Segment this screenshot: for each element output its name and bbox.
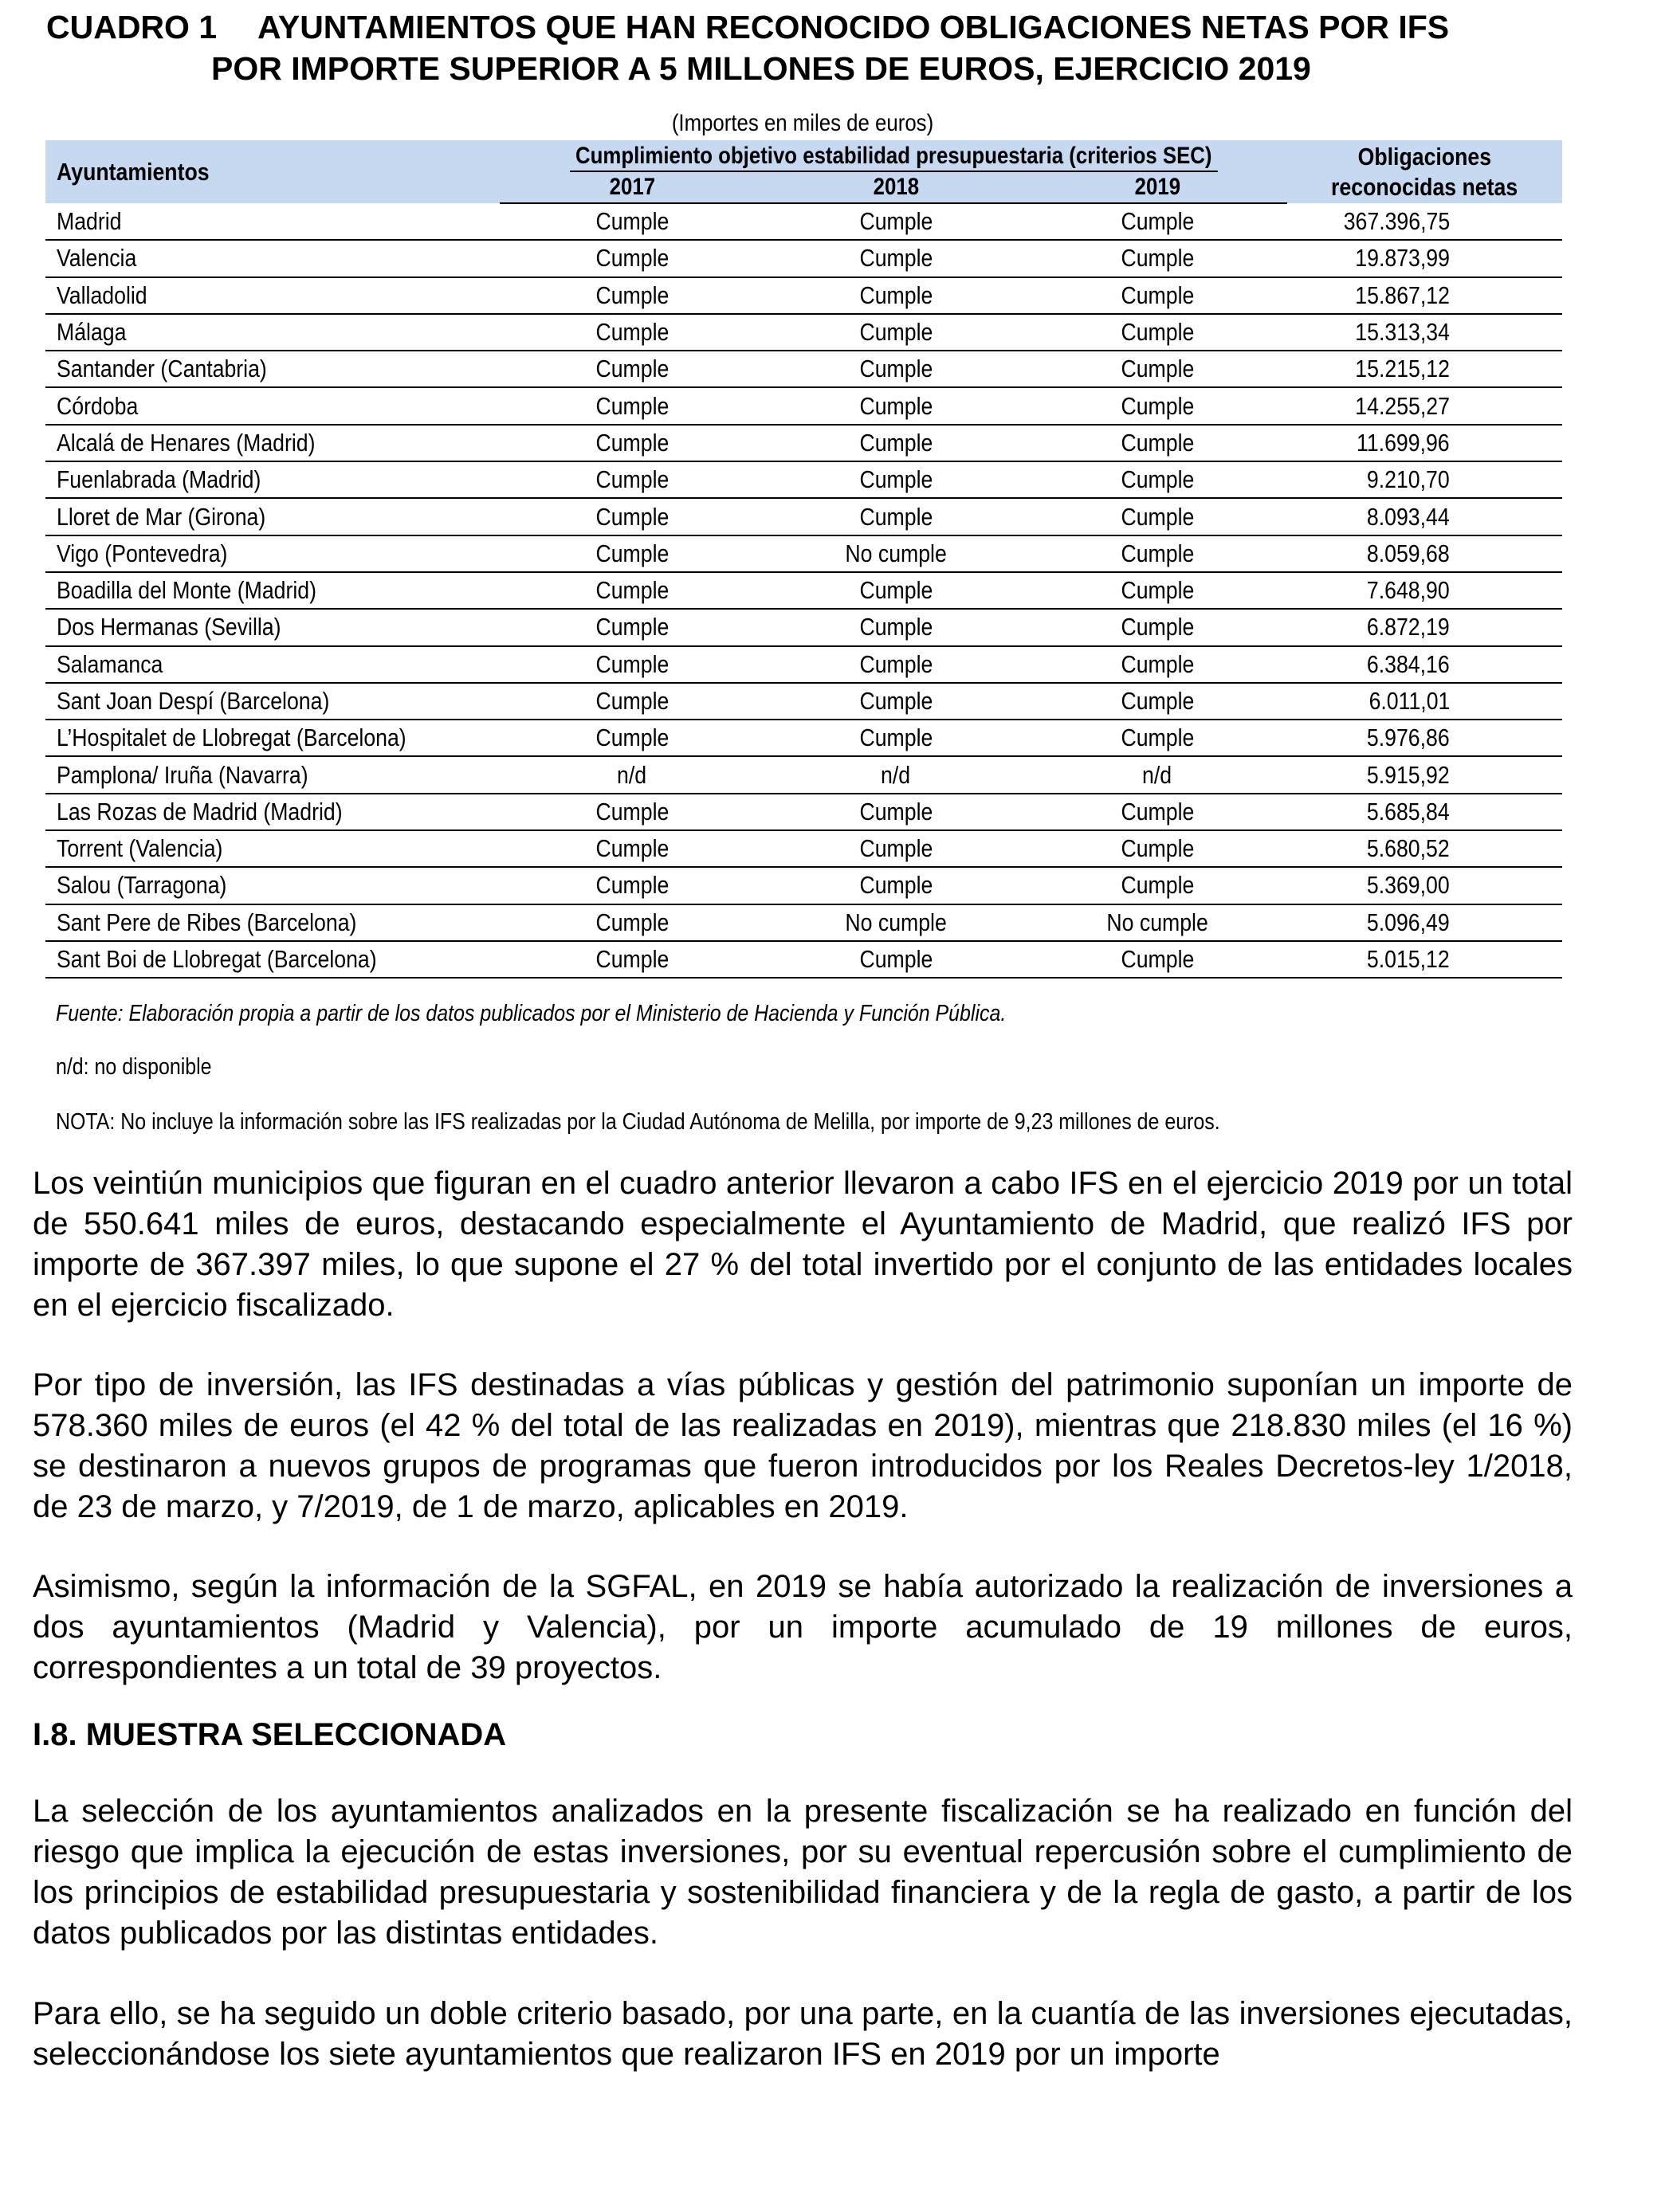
table-row [45, 941, 1562, 978]
cumplimiento-2017-cell: Cumple [500, 609, 764, 645]
table-row [45, 425, 1562, 461]
paragraph-2: Por tipo de inversión, las IFS destinadas a vías públicas y gestión del patrimonio suponían un importe de 578.360 miles de euros (el 42 % del total de las realizadas en 2019), mientras que 218.830 miles (el 16 %) se destinaron a nuevos grupos de programas que fueron introducidos por los Reales Decretos-ley 1/2018, de 23 de marzo, y 7/2019, de 1 de marzo, aplicables en 2019. [33, 1367, 1573, 1524]
cumplimiento-2018-cell: Cumple [764, 314, 1027, 351]
obligaciones-cell: 15.215,12 [1287, 351, 1562, 387]
ayuntamiento-cell: Fuenlabrada (Madrid) [45, 461, 500, 498]
obligaciones-cell: 14.255,27 [1287, 387, 1562, 424]
table-row [45, 867, 1562, 904]
cumplimiento-2018-cell: Cumple [764, 646, 1027, 683]
cumplimiento-2018-cell: Cumple [764, 830, 1027, 867]
obligaciones-cell: 6.384,16 [1287, 646, 1562, 683]
obligations-table [45, 140, 1562, 979]
cumplimiento-2018-cell: Cumple [764, 572, 1027, 609]
table-row [45, 240, 1562, 276]
table-row [45, 683, 1562, 720]
cumplimiento-2019-cell: Cumple [1027, 277, 1287, 314]
obligaciones-cell: 5.015,12 [1287, 941, 1562, 978]
table-row [45, 646, 1562, 683]
cumplimiento-2018-cell: No cumple [764, 904, 1027, 941]
cumplimiento-2019-cell: Cumple [1027, 720, 1287, 756]
cumplimiento-2019-cell: Cumple [1027, 646, 1287, 683]
cumplimiento-2019-cell: Cumple [1027, 794, 1287, 830]
cumplimiento-2019-cell: n/d [1027, 756, 1287, 793]
obligaciones-cell: 9.210,70 [1287, 461, 1562, 498]
cumplimiento-2017-cell: Cumple [500, 387, 764, 424]
table-row [45, 794, 1562, 830]
paragraph-1: Los veintiún municipios que figuran en el cuadro anterior llevaron a cabo IFS en el ejercicio 2019 por un total de 550.641 miles de euros, destacando especialmente el Ayuntamiento de Madrid, que realizó IFS por importe de 367.397 miles, lo que supone el 27 % del total invertido por el conjunto de las entidades locales en el ejercicio fiscalizado. [33, 1166, 1573, 1323]
cumplimiento-2017-cell: Cumple [500, 646, 764, 683]
table-row [45, 314, 1562, 351]
cumplimiento-2018-cell: Cumple [764, 277, 1027, 314]
table-row [45, 461, 1562, 498]
cumplimiento-2017-cell: Cumple [500, 867, 764, 904]
cumplimiento-2017-cell: Cumple [500, 683, 764, 720]
cumplimiento-2017-cell: n/d [500, 756, 764, 793]
cumplimiento-2018-cell: Cumple [764, 720, 1027, 756]
ayuntamiento-cell: Santander (Cantabria) [45, 351, 500, 387]
cumplimiento-2019-cell: Cumple [1027, 941, 1287, 978]
cumplimiento-2018-cell: Cumple [764, 203, 1027, 240]
cumplimiento-2018-cell: Cumple [764, 351, 1027, 387]
cumplimiento-2019-cell: Cumple [1027, 240, 1287, 276]
header-year-2018: 2018 [764, 172, 1027, 203]
cumplimiento-2017-cell: Cumple [500, 461, 764, 498]
cumplimiento-2018-cell: Cumple [764, 794, 1027, 830]
nd-note: n/d: no disponible [56, 1054, 212, 1080]
cumplimiento-2017-cell: Cumple [500, 720, 764, 756]
obligaciones-cell: 5.685,84 [1287, 794, 1562, 830]
header-obligaciones: Obligaciones reconocidas netas [1331, 142, 1518, 201]
ayuntamiento-cell: Boadilla del Monte (Madrid) [45, 572, 500, 609]
table-row [45, 609, 1562, 645]
cumplimiento-2017-cell: Cumple [500, 351, 764, 387]
ayuntamiento-cell: Vigo (Pontevedra) [45, 535, 500, 572]
obligaciones-cell: 5.976,86 [1287, 720, 1562, 756]
ayuntamiento-cell: Málaga [45, 314, 500, 351]
cumplimiento-2018-cell: Cumple [764, 683, 1027, 720]
obligaciones-cell: 6.011,01 [1287, 683, 1562, 720]
cumplimiento-2018-cell: Cumple [764, 240, 1027, 276]
cumplimiento-2017-cell: Cumple [500, 904, 764, 941]
cumplimiento-2017-cell: Cumple [500, 830, 764, 867]
cumplimiento-2019-cell: Cumple [1027, 351, 1287, 387]
table-row [45, 498, 1562, 535]
units-caption: (Importes en miles de euros) [671, 110, 934, 136]
ayuntamiento-cell: Salamanca [45, 646, 500, 683]
obligaciones-cell: 5.680,52 [1287, 830, 1562, 867]
obligaciones-cell: 367.396,75 [1287, 203, 1562, 240]
cumplimiento-2017-cell: Cumple [500, 277, 764, 314]
cumplimiento-2019-cell: Cumple [1027, 572, 1287, 609]
melilla-note: NOTA: No incluye la información sobre las IFS realizadas por la Ciudad Autónoma de Melilla, por importe de 9,23 millones de euros. [56, 1109, 1220, 1135]
table-row [45, 572, 1562, 609]
obligaciones-cell: 5.369,00 [1287, 867, 1562, 904]
title-line-2: POR IMPORTE SUPERIOR A 5 MILLONES DE EUROS, EJERCICIO 2019 [211, 50, 1311, 87]
cumplimiento-2019-cell: Cumple [1027, 498, 1287, 535]
cumplimiento-2017-cell: Cumple [500, 535, 764, 572]
cumplimiento-2018-cell: Cumple [764, 387, 1027, 424]
table-row [45, 535, 1562, 572]
cumplimiento-2017-cell: Cumple [500, 314, 764, 351]
title-line-1: AYUNTAMIENTOS QUE HAN RECONOCIDO OBLIGACIONES NETAS POR IFS [257, 9, 1450, 45]
table-row [45, 830, 1562, 867]
header-ayuntamientos: Ayuntamientos [57, 157, 210, 186]
table-title [32, 6, 1594, 89]
header-year-2019: 2019 [1027, 172, 1287, 203]
header-year-2017: 2017 [500, 172, 764, 203]
obligaciones-cell: 15.313,34 [1287, 314, 1562, 351]
cumplimiento-2018-cell: No cumple [764, 535, 1027, 572]
ayuntamiento-cell: Salou (Tarragona) [45, 867, 500, 904]
cumplimiento-2018-cell: Cumple [764, 941, 1027, 978]
cumplimiento-2017-cell: Cumple [500, 941, 764, 978]
obligaciones-cell: 5.096,49 [1287, 904, 1562, 941]
cumplimiento-2019-cell: Cumple [1027, 387, 1287, 424]
source-note: Fuente: Elaboración propia a partir de los datos publicados por el Ministerio de Hacienda y Función Pública. [56, 1001, 1007, 1026]
cumplimiento-2017-cell: Cumple [500, 572, 764, 609]
obligaciones-cell: 15.867,12 [1287, 277, 1562, 314]
cumplimiento-2019-cell: Cumple [1027, 461, 1287, 498]
cumplimiento-2018-cell: Cumple [764, 498, 1027, 535]
table-row [45, 720, 1562, 756]
cumplimiento-2019-cell: Cumple [1027, 830, 1287, 867]
cumplimiento-2019-cell: Cumple [1027, 314, 1287, 351]
cumplimiento-2018-cell: Cumple [764, 609, 1027, 645]
cumplimiento-2019-cell: Cumple [1027, 683, 1287, 720]
obligaciones-cell: 7.648,90 [1287, 572, 1562, 609]
ayuntamiento-cell: Sant Joan Despí (Barcelona) [45, 683, 500, 720]
cumplimiento-2019-cell: Cumple [1027, 609, 1287, 645]
table-row [45, 351, 1562, 387]
header-cumplimiento-group: Cumplimiento objetivo estabilidad presupuestaria (criterios SEC) [500, 140, 1287, 172]
table-row [45, 756, 1562, 793]
cumplimiento-2018-cell: n/d [764, 756, 1027, 793]
ayuntamiento-cell: Lloret de Mar (Girona) [45, 498, 500, 535]
table-row [45, 277, 1562, 314]
ayuntamiento-cell: Pamplona/ Iruña (Navarra) [45, 756, 500, 793]
cumplimiento-2017-cell: Cumple [500, 203, 764, 240]
table-row [45, 203, 1562, 240]
table-row [45, 387, 1562, 424]
cumplimiento-2019-cell: Cumple [1027, 203, 1287, 240]
cumplimiento-2019-cell: No cumple [1027, 904, 1287, 941]
ayuntamiento-cell: Alcalá de Henares (Madrid) [45, 425, 500, 461]
cumplimiento-2018-cell: Cumple [764, 425, 1027, 461]
ayuntamiento-cell: Valencia [45, 240, 500, 276]
ayuntamiento-cell: Valladolid [45, 277, 500, 314]
ayuntamiento-cell: Sant Pere de Ribes (Barcelona) [45, 904, 500, 941]
obligaciones-cell: 8.093,44 [1287, 498, 1562, 535]
table-row [45, 904, 1562, 941]
ayuntamiento-cell: Torrent (Valencia) [45, 830, 500, 867]
cumplimiento-2018-cell: Cumple [764, 867, 1027, 904]
ayuntamiento-cell: L’Hospitalet de Llobregat (Barcelona) [45, 720, 500, 756]
cumplimiento-2019-cell: Cumple [1027, 425, 1287, 461]
cumplimiento-2017-cell: Cumple [500, 425, 764, 461]
obligaciones-cell: 11.699,96 [1287, 425, 1562, 461]
table-number: CUADRO 1 [46, 9, 218, 45]
paragraph-3: Asimismo, según la información de la SGFAL, en 2019 se había autorizado la realización de inversiones a dos ayuntamientos (Madrid y Valencia), por un importe acumulado de 19 millones de euros, correspondientes a un total de 39 proyectos. [33, 1569, 1573, 1685]
cumplimiento-2017-cell: Cumple [500, 498, 764, 535]
cumplimiento-2019-cell: Cumple [1027, 867, 1287, 904]
ayuntamiento-cell: Las Rozas de Madrid (Madrid) [45, 794, 500, 830]
obligaciones-cell: 6.872,19 [1287, 609, 1562, 645]
obligaciones-cell: 8.059,68 [1287, 535, 1562, 572]
paragraph-5: Para ello, se ha seguido un doble criterio basado, por una parte, en la cuantía de las inversiones ejecutadas, seleccionándose los siete ayuntamientos que realizaron IFS en 2019 por un importe [33, 1996, 1573, 2072]
obligaciones-cell: 5.915,92 [1287, 756, 1562, 793]
ayuntamiento-cell: Dos Hermanas (Sevilla) [45, 609, 500, 645]
paragraph-4: La selección de los ayuntamientos analizados en la presente fiscalización se ha realizado en función del riesgo que implica la ejecución de estas inversiones, por su eventual repercusión sobre el cumplimiento de los principios de estabilidad presupuestaria y sostenibilidad financiera y de la regla de gasto, a partir de los datos publicados por las distintas entidades. [33, 1794, 1573, 1951]
cumplimiento-2017-cell: Cumple [500, 240, 764, 276]
cumplimiento-2017-cell: Cumple [500, 794, 764, 830]
ayuntamiento-cell: Sant Boi de Llobregat (Barcelona) [45, 941, 500, 978]
ayuntamiento-cell: Córdoba [45, 387, 500, 424]
cumplimiento-2018-cell: Cumple [764, 461, 1027, 498]
ayuntamiento-cell: Madrid [45, 203, 500, 240]
obligaciones-cell: 19.873,99 [1287, 240, 1562, 276]
section-heading: I.8. MUESTRA SELECCIONADA [33, 1717, 507, 1752]
cumplimiento-2019-cell: Cumple [1027, 535, 1287, 572]
